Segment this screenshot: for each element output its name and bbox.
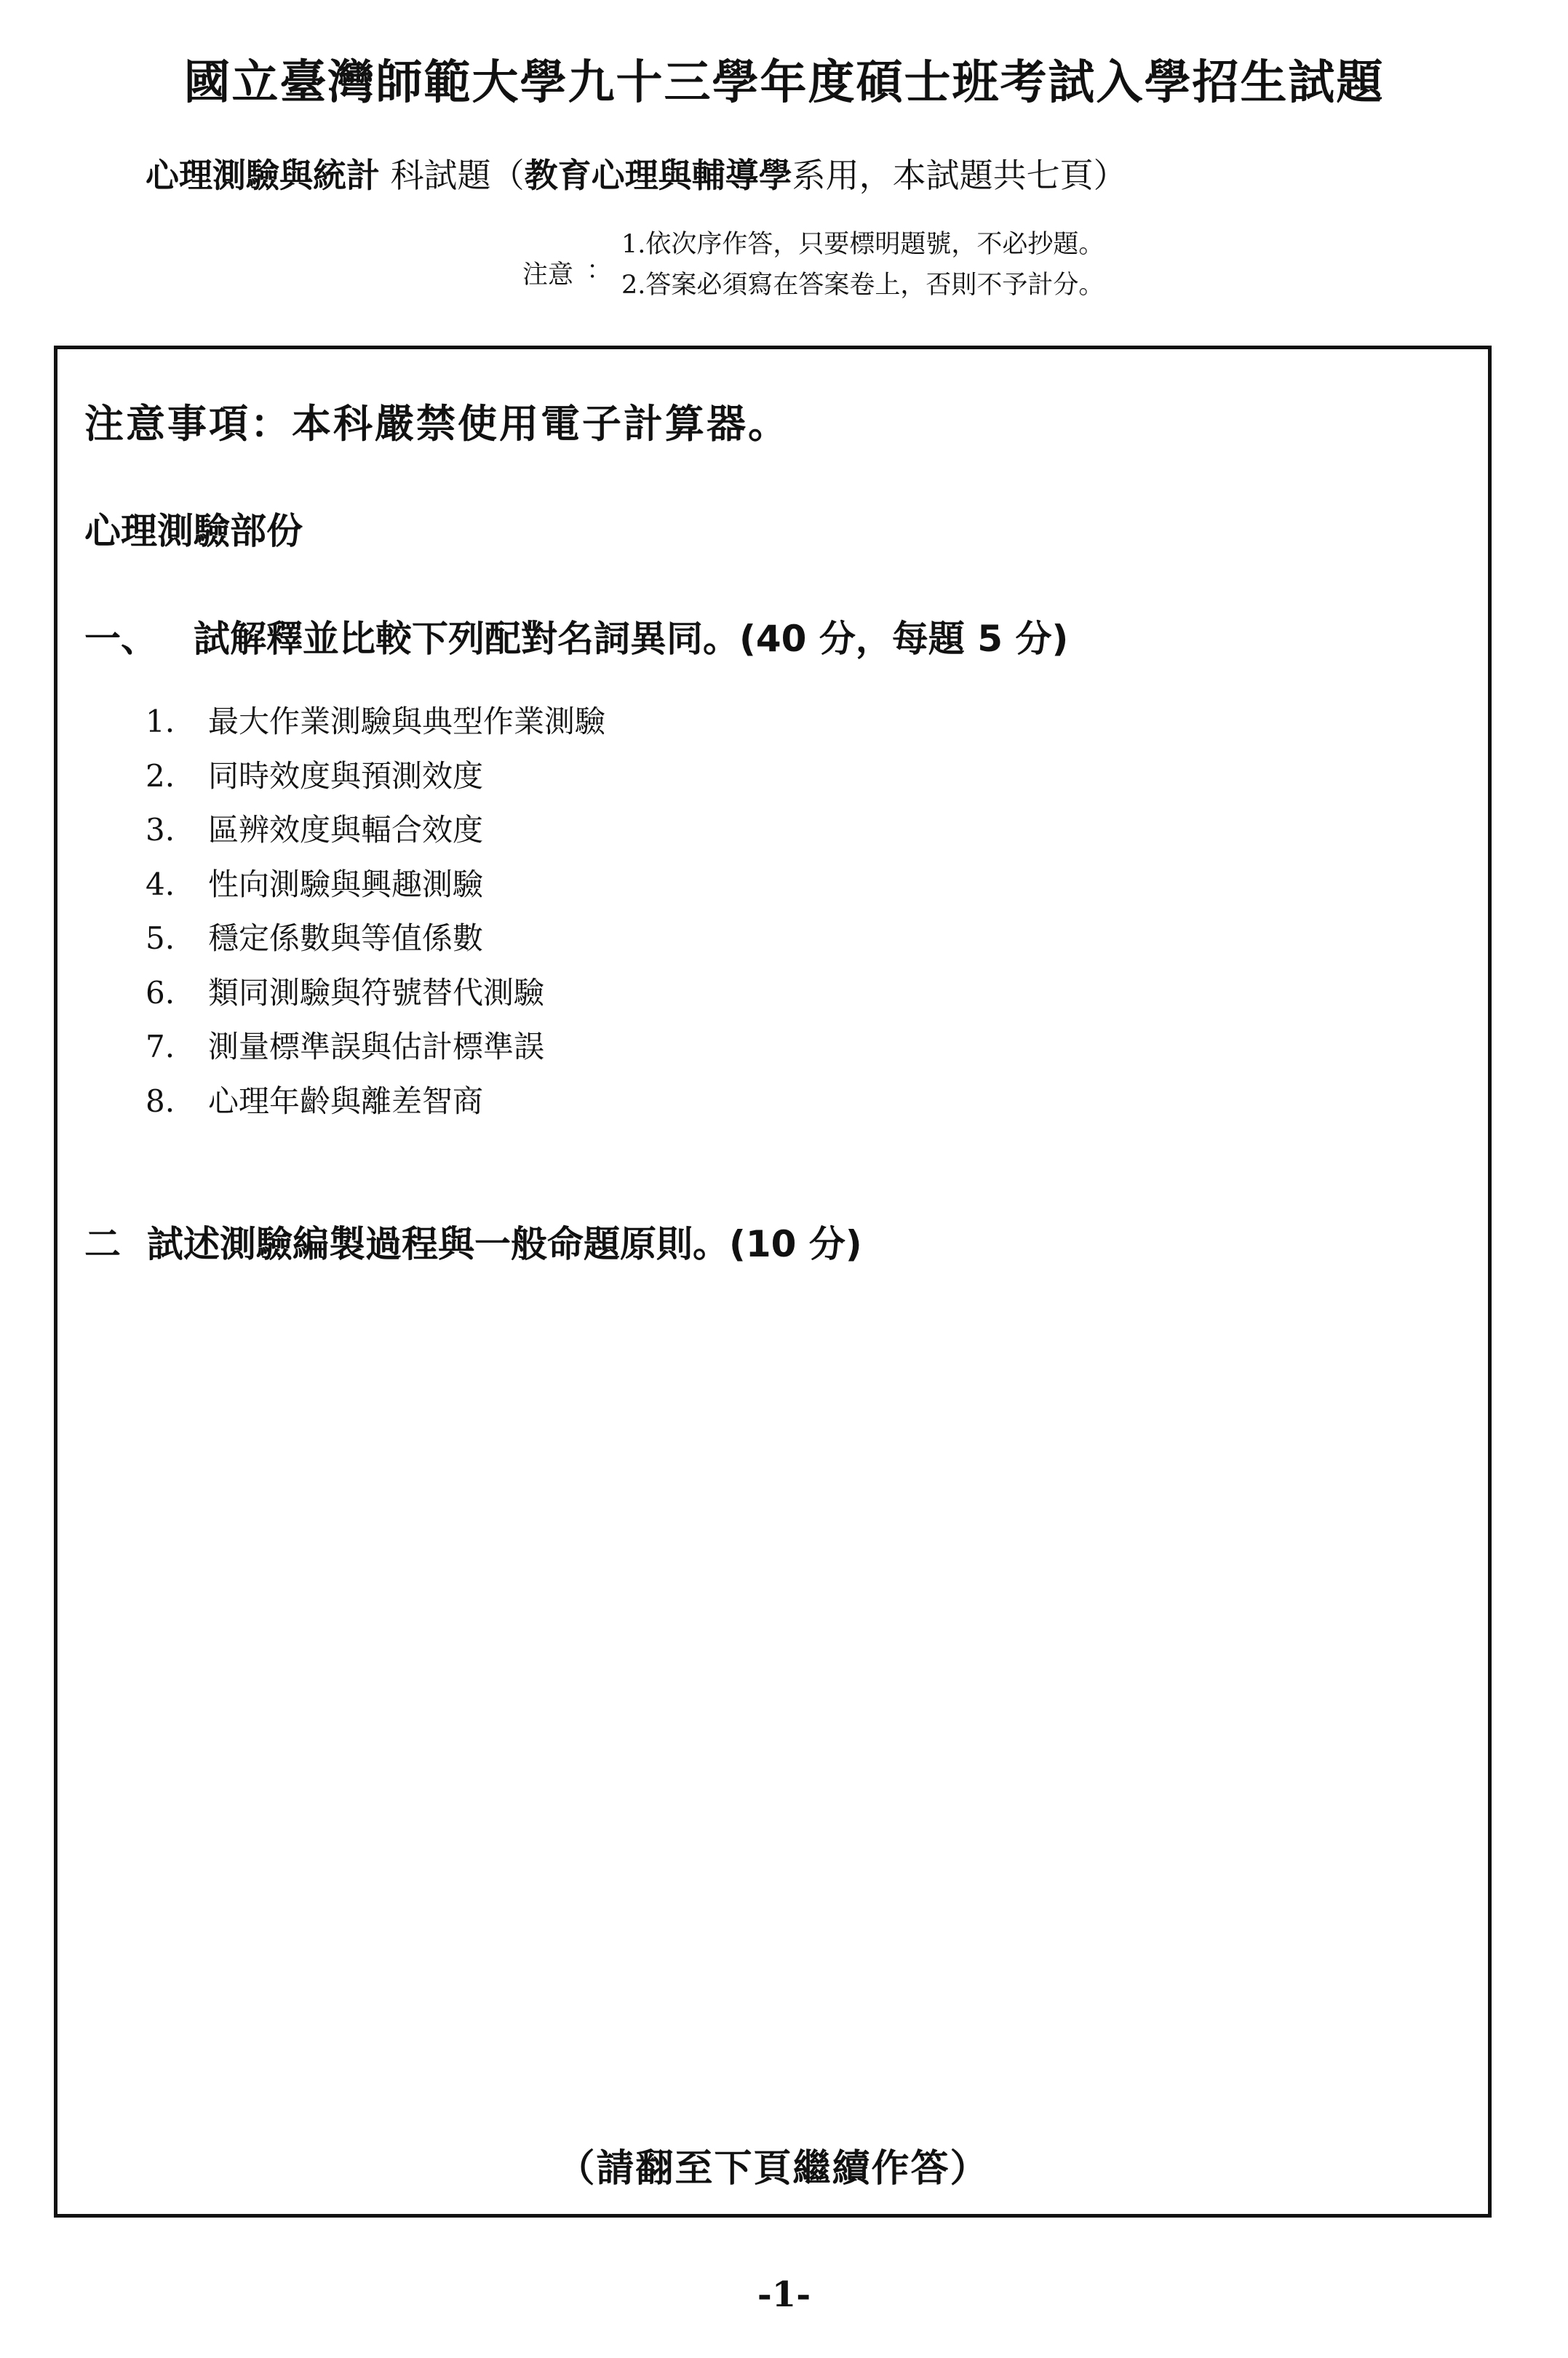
item-number: 5. [146, 920, 175, 956]
item-text: 類同測驗與符號替代測驗 [208, 974, 545, 1011]
item-number: 3. [146, 812, 175, 848]
question-1-number: 一、 [84, 618, 157, 660]
page-number: -1- [757, 2274, 811, 2315]
item-number: 2. [146, 757, 175, 794]
question-2 [84, 1215, 862, 1267]
item-number: 1. [146, 704, 175, 739]
note-line: 1.依次序作答，只要標明題號，不必抄題。 [621, 230, 1105, 259]
list-item [146, 858, 605, 912]
subject-name: 心理測驗與統計 [146, 156, 380, 195]
item-text: 穩定係數與等值係數 [208, 920, 484, 956]
question-2-number: 二 [84, 1223, 121, 1265]
subtitle-tail: 系用，本試題共七頁） [792, 156, 1127, 195]
item-text: 同時效度與預測效度 [208, 757, 484, 794]
exam-title: 國立臺灣師範大學九十三學年度碩士班考試入學招生試題 [183, 56, 1385, 110]
question-2-text: 試述測驗編製過程與一般命題原則。(10 分) [147, 1223, 862, 1265]
list-item [146, 912, 605, 966]
question-1-items [146, 695, 605, 1128]
item-number: 6. [146, 974, 175, 1011]
item-number: 7. [146, 1029, 175, 1064]
item-number: 8. [146, 1083, 175, 1119]
notes-colon: ： [586, 256, 613, 285]
list-item [146, 749, 605, 804]
question-1 [84, 610, 1068, 662]
subtitle-mid: 科試題（ [380, 156, 525, 195]
question-1-text: 試解釋並比較下列配對名詞異同。(40 分，每題 5 分) [194, 618, 1069, 660]
list-item [146, 1020, 605, 1075]
note-line: 2.答案必須寫在答案卷上，否則不予計分。 [621, 271, 1105, 300]
item-text: 心理年齡與離差智商 [208, 1083, 484, 1119]
item-text: 測量標準誤與估計標準誤 [208, 1029, 545, 1064]
list-item [146, 966, 605, 1021]
item-text: 區辨效度與輻合效度 [208, 812, 484, 848]
continue-note: （請翻至下頁繼續作答） [557, 2147, 990, 2191]
item-text: 性向測驗與興趣測驗 [208, 866, 484, 902]
department-name: 教育心理與輔導學 [524, 156, 792, 195]
notes-label: 注意 [522, 260, 574, 290]
item-number: 4. [146, 866, 175, 902]
section-title: 心理測驗部份 [84, 510, 303, 552]
list-item [146, 1075, 605, 1129]
caution-notice: 注意事項：本科嚴禁使用電子計算器。 [84, 401, 789, 447]
list-item [146, 695, 605, 749]
item-text: 最大作業測驗與典型作業測驗 [208, 704, 606, 739]
exam-subtitle [146, 149, 1127, 197]
list-item [146, 803, 605, 858]
